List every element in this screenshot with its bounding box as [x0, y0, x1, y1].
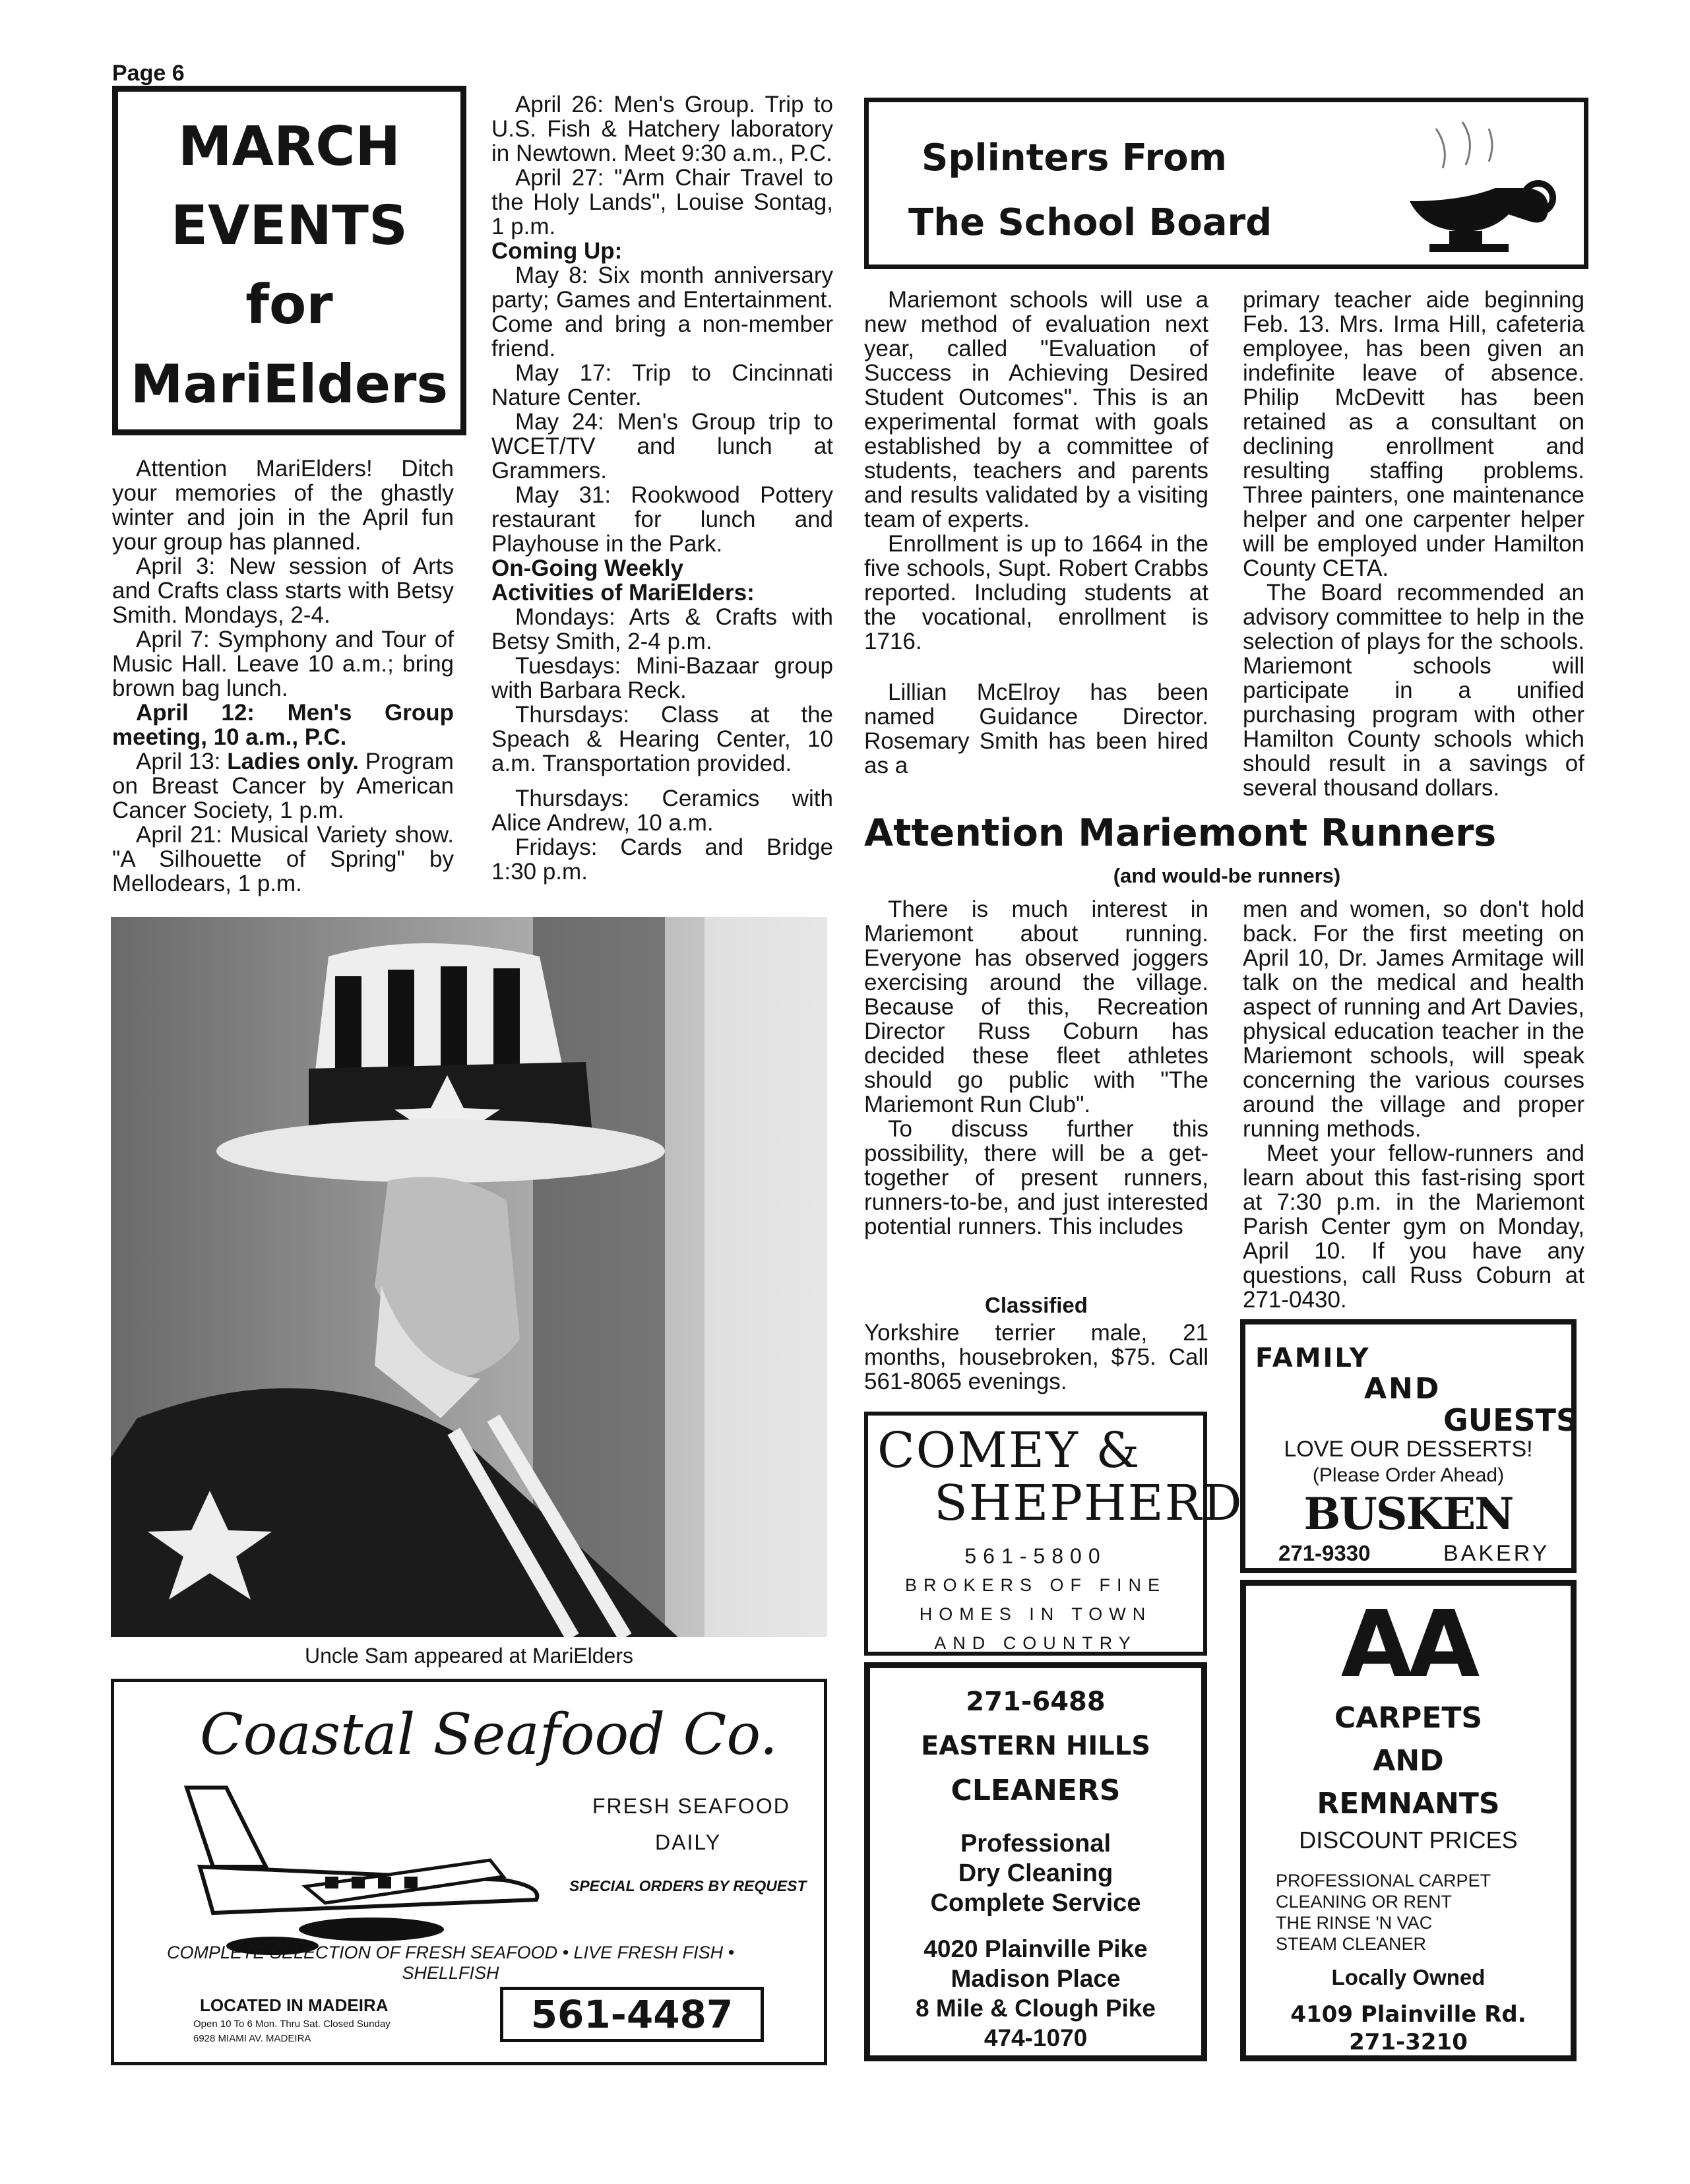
aa-service-2: CLEANING OR RENT: [1276, 1892, 1453, 1912]
cleaners-line-2: Dry Cleaning: [958, 1859, 1113, 1887]
weekly-item: Thursdays: Class at the Speach & Hearing Center, 10 a.m. Transportation provided.: [491, 702, 833, 776]
photo-caption: Uncle Sam appeared at MariElders: [304, 1644, 633, 1668]
cleaners-line-3: Complete Service: [930, 1889, 1141, 1917]
article-paragraph: To discuss further this possibility, there will be a get-together of present runners, runners-to-be, and just interested potential runners. This includes: [864, 1116, 1208, 1239]
aa-line-2: AND: [1373, 1744, 1444, 1778]
weekly-heading: On-Going Weekly: [491, 555, 684, 581]
cleaners-name-1: EASTERN HILLS: [920, 1731, 1151, 1761]
march-events-column: [112, 456, 454, 896]
busken-phone: 271-9330: [1278, 1541, 1371, 1565]
coastal-special: SPECIAL ORDERS BY REQUEST: [569, 1877, 807, 1894]
aa-phone: 271-3210: [1349, 2029, 1468, 2055]
comey-line2: SHEPHERD: [934, 1475, 1243, 1532]
aa-logo: AA: [1340, 1591, 1476, 1699]
coastal-located: LOCATED IN MADEIRA: [200, 1995, 389, 2015]
splinters-title-line1: Splinters From: [922, 137, 1227, 179]
cleaners-address-3: 8 Mile & Clough Pike: [916, 1995, 1156, 2022]
comey-tagline-3: AND COUNTRY: [934, 1633, 1137, 1653]
busken-please: (Please Order Ahead): [1312, 1464, 1505, 1486]
intro-paragraph: Attention MariElders! Ditch your memories of the ghastly winter and join in the April fun your group has planned.: [112, 456, 454, 555]
coastal-seafood-ad: [111, 1679, 827, 2065]
cleaners-phone-2: 474-1070: [984, 2024, 1088, 2051]
comey-phone: 561-5800: [964, 1544, 1107, 1568]
splinters-right-column: [1243, 288, 1584, 800]
event-item: April 7: Symphony and Tour of Music Hall. Leave 10 a.m.; bring brown bag lunch.: [112, 627, 454, 701]
comey-tagline-1: BROKERS OF FINE: [904, 1575, 1167, 1595]
article-paragraph: Mariemont schools will use a new method of evaluation next year, called "Evaluation of Success in Achieving Desired Student Outcomes". This is an experimental format with goals established by a committee of students, teachers and parents and results validated by a visiting team of experts.: [864, 287, 1208, 532]
busken-word-2: AND: [1364, 1372, 1441, 1406]
classified-text: Yorkshire terrier male, 21 months, housebroken, $75. Call 561-8065 evenings.: [864, 1320, 1208, 1394]
aa-service-3: THE RINSE 'N VAC: [1276, 1913, 1433, 1933]
page-number: Page 6: [112, 61, 185, 86]
aa-line-1: CARPETS: [1334, 1701, 1483, 1735]
busken-bakery-ad: [1240, 1319, 1577, 1573]
busken-love: LOVE OUR DESSERTS!: [1284, 1437, 1533, 1462]
uncle-sam-photo: [111, 917, 827, 1637]
event-item: May 17: Trip to Cincinnati Nature Center.: [491, 360, 834, 410]
aa-locally-owned: Locally Owned: [1331, 1965, 1486, 1989]
splinters-title-line2: The School Board: [908, 201, 1272, 244]
aa-service-4: STEAM CLEANER: [1276, 1934, 1427, 1954]
cleaners-name-2: CLEANERS: [951, 1774, 1121, 1807]
busken-word-3: GUESTS: [1443, 1402, 1579, 1438]
article-paragraph: men and women, so don't hold back. For the first meeting on April 10, Dr. James Armitage will talk on the medical and health aspect of running and Art Davies, physical education teacher in the Mariemont schools, will speak concerning the various courses around the village and proper running methods.: [1243, 896, 1584, 1142]
coastal-hours: Open 10 To 6 Mon. Thru Sat. Closed Sunday: [193, 2018, 391, 2030]
aa-discount: DISCOUNT PRICES: [1299, 1826, 1518, 1854]
event-item: April 21: Musical Variety show. "A Silhouette of Spring" by Mellodears, 1 p.m.: [112, 822, 454, 896]
coastal-complete: COMPLETE SELECTION OF FRESH SEAFOOD • LIVE FRESH FISH • SHELLFISH: [166, 1943, 735, 1983]
events-continued-column: [491, 92, 833, 884]
aa-address: 4109 Plainville Rd.: [1290, 2001, 1526, 2028]
article-paragraph: Meet your fellow-runners and learn about this fast-rising sport at 7:30 p.m. in the Mariemont Parish Center gym on Monday, April 10. If you have any questions, call Russ Coburn at 271-0430.: [1243, 1140, 1584, 1313]
coastal-line2: DAILY: [655, 1830, 722, 1854]
article-paragraph: Lillian McElroy has been named Guidance Director. Rosemary Smith has been hired as a: [864, 679, 1208, 778]
cleaners-address-1: 4020 Plainville Pike: [923, 1935, 1148, 1962]
weekly-item: Fridays: Cards and Bridge 1:30 p.m.: [491, 834, 833, 885]
title-line: MariElders: [130, 354, 449, 415]
classified-heading: Classified: [985, 1293, 1088, 1317]
splinters-header: [864, 98, 1588, 269]
coming-up-heading: Coming Up:: [491, 238, 623, 264]
title-line: for: [245, 274, 333, 336]
coastal-logo: Coastal Seafood Co.: [200, 1702, 778, 1768]
weekly-heading: Activities of MariElders:: [491, 580, 755, 606]
runners-left-column: [864, 897, 1208, 1239]
comey-tagline-2: HOMES IN TOWN: [919, 1604, 1152, 1624]
event-item: April 13: Ladies only. Program on Breast Cancer by American Cancer Society, 1 p.m.: [112, 749, 454, 823]
article-paragraph: primary teacher aide beginning Feb. 13. Mrs. Irma Hill, cafeteria employee, has been given an indefinite leave of absence. Philip McDevitt has been retained as a consultant on declining enrollment and resulting staffing problems. Three painters, one maintenance helper and one carpenter helper will be employed under Hamilton County CETA.: [1243, 287, 1584, 581]
coastal-phone: 561-4487: [500, 1987, 764, 2042]
weekly-item: Mondays: Arts & Crafts with Betsy Smith, 2-4 p.m.: [491, 604, 833, 654]
busken-word-1: FAMILY: [1255, 1343, 1371, 1373]
cleaners-line-1: Professional: [960, 1830, 1111, 1857]
weekly-item: Tuesdays: Mini-Bazaar group with Barbara Reck.: [491, 653, 833, 703]
busken-logo: BUSKEN: [1303, 1488, 1513, 1540]
busken-bakery-label: BAKERY: [1443, 1541, 1550, 1566]
event-item: April 3: New session of Arts and Crafts class starts with Betsy Smith. Mondays, 2-4.: [112, 553, 454, 628]
aa-line-3: REMNANTS: [1317, 1787, 1500, 1821]
eastern-hills-cleaners-ad: [864, 1662, 1207, 2061]
event-item: April 12: Men's Group meeting, 10 a.m., P.C.: [112, 700, 454, 750]
aa-service-1: PROFESSIONAL CARPET: [1276, 1871, 1491, 1890]
comey-line1: COMEY &: [877, 1422, 1141, 1479]
runners-right-column: [1243, 897, 1584, 1312]
cleaners-phone: 271-6488: [966, 1687, 1106, 1717]
article-paragraph: The Board recommended an advisory committee to help in the selection of plays for the schools. Mariemont schools will participate in a unified purchasing program with other Hamilton County schools which should result in a savings of several thousand dollars.: [1243, 580, 1584, 801]
coastal-line1: FRESH SEAFOOD: [592, 1794, 790, 1818]
event-item: May 8: Six month anniversary party; Games and Entertainment. Come and bring a non-member friend.: [491, 263, 833, 361]
splinters-left-column: [864, 288, 1208, 778]
weekly-item: Thursdays: Ceramics with Alice Andrew, 10 a.m.: [491, 786, 833, 836]
event-item: May 24: Men's Group trip to WCET/TV and lunch at Grammers.: [491, 409, 834, 484]
event-item: April 26: Men's Group. Trip to U.S. Fish & Hatchery laboratory in Newtown. Meet 9:30 a.m., P.C.: [491, 92, 833, 166]
aa-carpets-ad: [1240, 1580, 1577, 2061]
uncle-sam-illustration: [111, 917, 827, 1637]
title-line: EVENTS: [170, 195, 408, 257]
article-paragraph: Enrollment is up to 1664 in the five schools, Supt. Robert Crabbs reported. Including students at the vocational, enrollment is 1716.: [864, 531, 1208, 654]
runners-headline: Attention Mariemont Runners: [864, 811, 1497, 855]
title-line: MARCH: [177, 115, 400, 178]
event-item: May 31: Rookwood Pottery restaurant for lunch and Playhouse in the Park.: [491, 482, 833, 557]
cleaners-address-2: Madison Place: [951, 1965, 1121, 1992]
oil-lamp-icon: [1396, 115, 1568, 261]
coastal-address: 6928 MIAMI AV. MADEIRA: [193, 2033, 311, 2044]
comey-shepherd-ad: [864, 1412, 1243, 1656]
runners-subhead: (and would-be runners): [1113, 864, 1341, 887]
event-item: April 27: "Arm Chair Travel to the Holy Lands", Louise Sontag, 1 p.m.: [491, 165, 833, 239]
article-paragraph: There is much interest in Mariemont about running. Everyone has observed joggers exercising around the village. Because of this, Recreation Director Russ Coburn has decided these fleet athletes should go public with "The Mariemont Run Club".: [864, 896, 1208, 1117]
march-events-title-box: [112, 86, 466, 435]
